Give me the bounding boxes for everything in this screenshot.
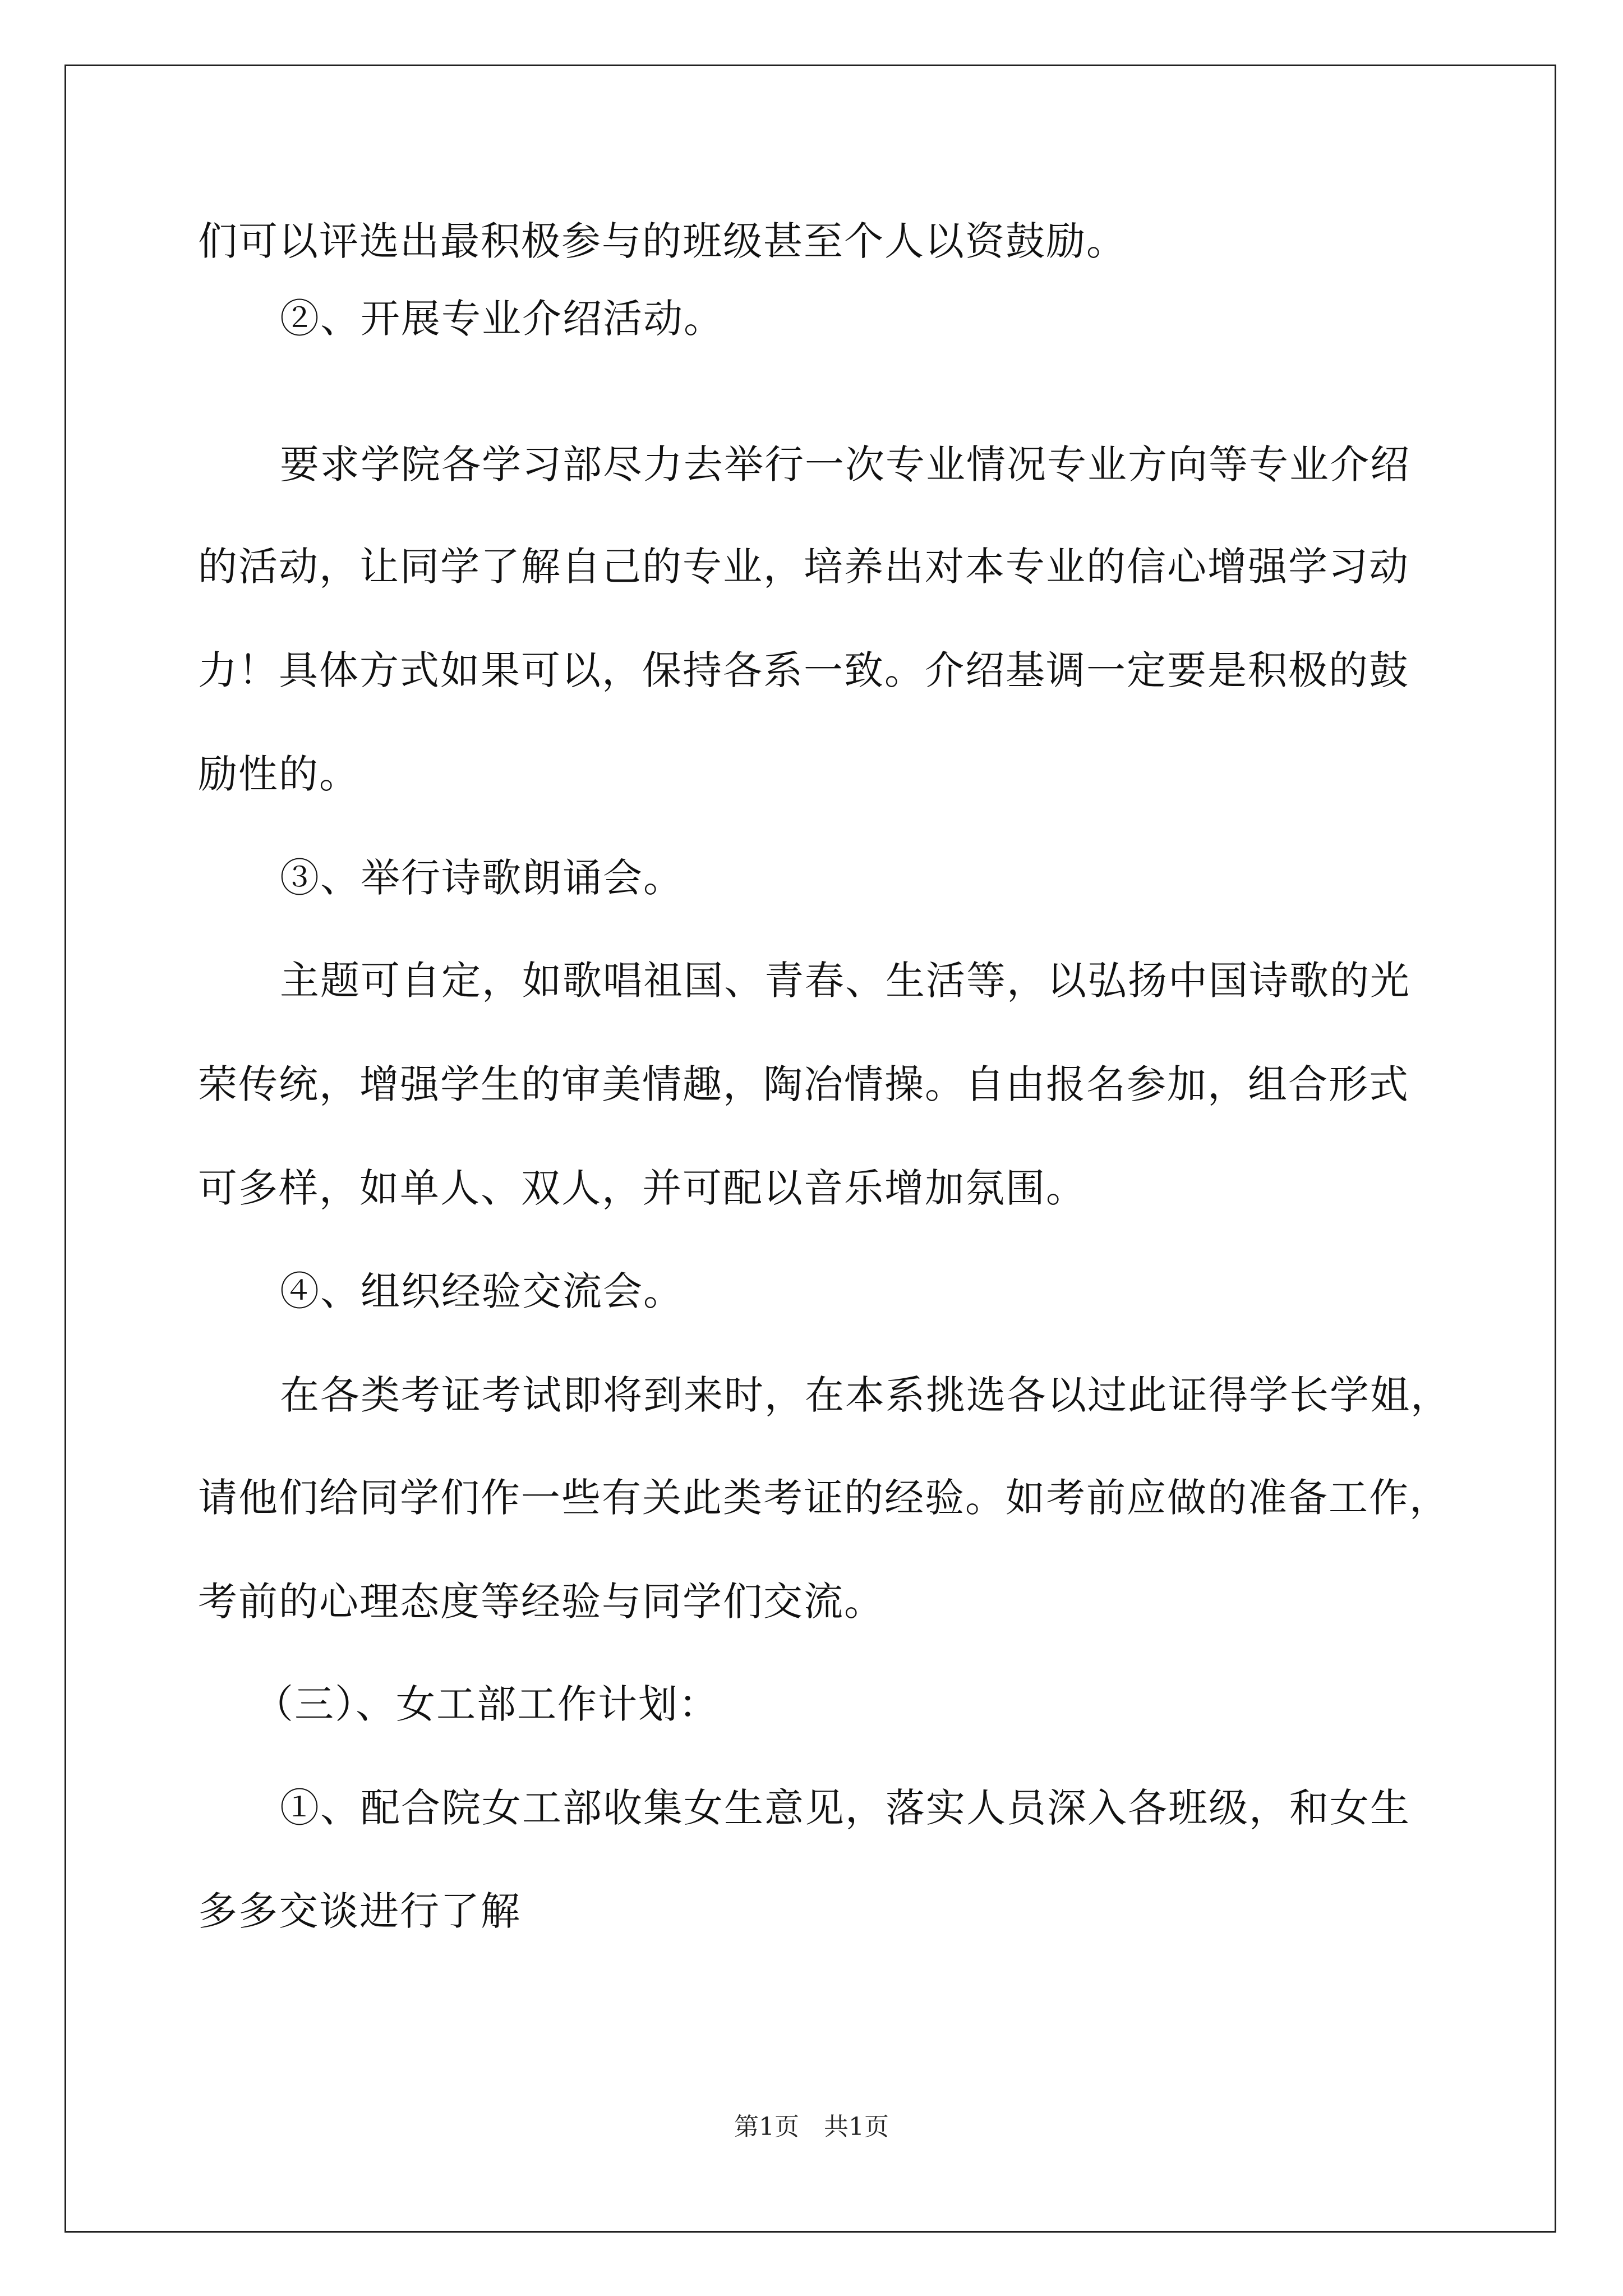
paragraph-line: 力！具体方式如果可以，保持各系一致。介绍基调一定要是积极的鼓 <box>198 647 1409 693</box>
section-heading: ④、组织经验交流会。 <box>280 1268 684 1314</box>
paragraph-line: 请他们给同学们作一些有关此类考证的经验。如考前应做的准备工作， <box>198 1475 1450 1521</box>
paragraph-line: 在各类考证考试即将到来时，在本系挑选各以过此证得学长学姐， <box>280 1372 1451 1418</box>
paragraph-line: 可多样，如单人、双人，并可配以音乐增加氛围。 <box>198 1165 1086 1211</box>
section-heading: （三）、女工部工作计划： <box>254 1681 719 1727</box>
paragraph-line: 要求学院各学习部尽力去举行一次专业情况专业方向等专业介绍 <box>280 441 1410 487</box>
section-heading: ③、举行诗歌朗诵会。 <box>280 855 684 901</box>
paragraph-line: 考前的心理态度等经验与同学们交流。 <box>198 1579 884 1625</box>
paragraph-line: 们可以评选出最积极参与的班级甚至个人以资鼓励。 <box>198 218 1127 264</box>
paragraph-line: 荣传统，增强学生的审美情趣，陶冶情操。自由报名参加，组合形式 <box>198 1061 1409 1107</box>
paragraph-line: 主题可自定，如歌唱祖国、青春、生活等，以弘扬中国诗歌的光 <box>280 958 1410 1004</box>
paragraph-line: ①、配合院女工部收集女生意见，落实人员深入各班级，和女生 <box>280 1785 1410 1831</box>
paragraph-line: 多多交谈进行了解 <box>198 1888 521 1934</box>
paragraph-line: 的活动，让同学了解自己的专业，培养出对本专业的信心增强学习动 <box>198 544 1409 590</box>
section-heading: ②、开展专业介绍活动。 <box>280 296 724 342</box>
page-footer: 第1页 共1页 <box>734 2113 889 2141</box>
paragraph-line: 励性的。 <box>198 751 359 797</box>
